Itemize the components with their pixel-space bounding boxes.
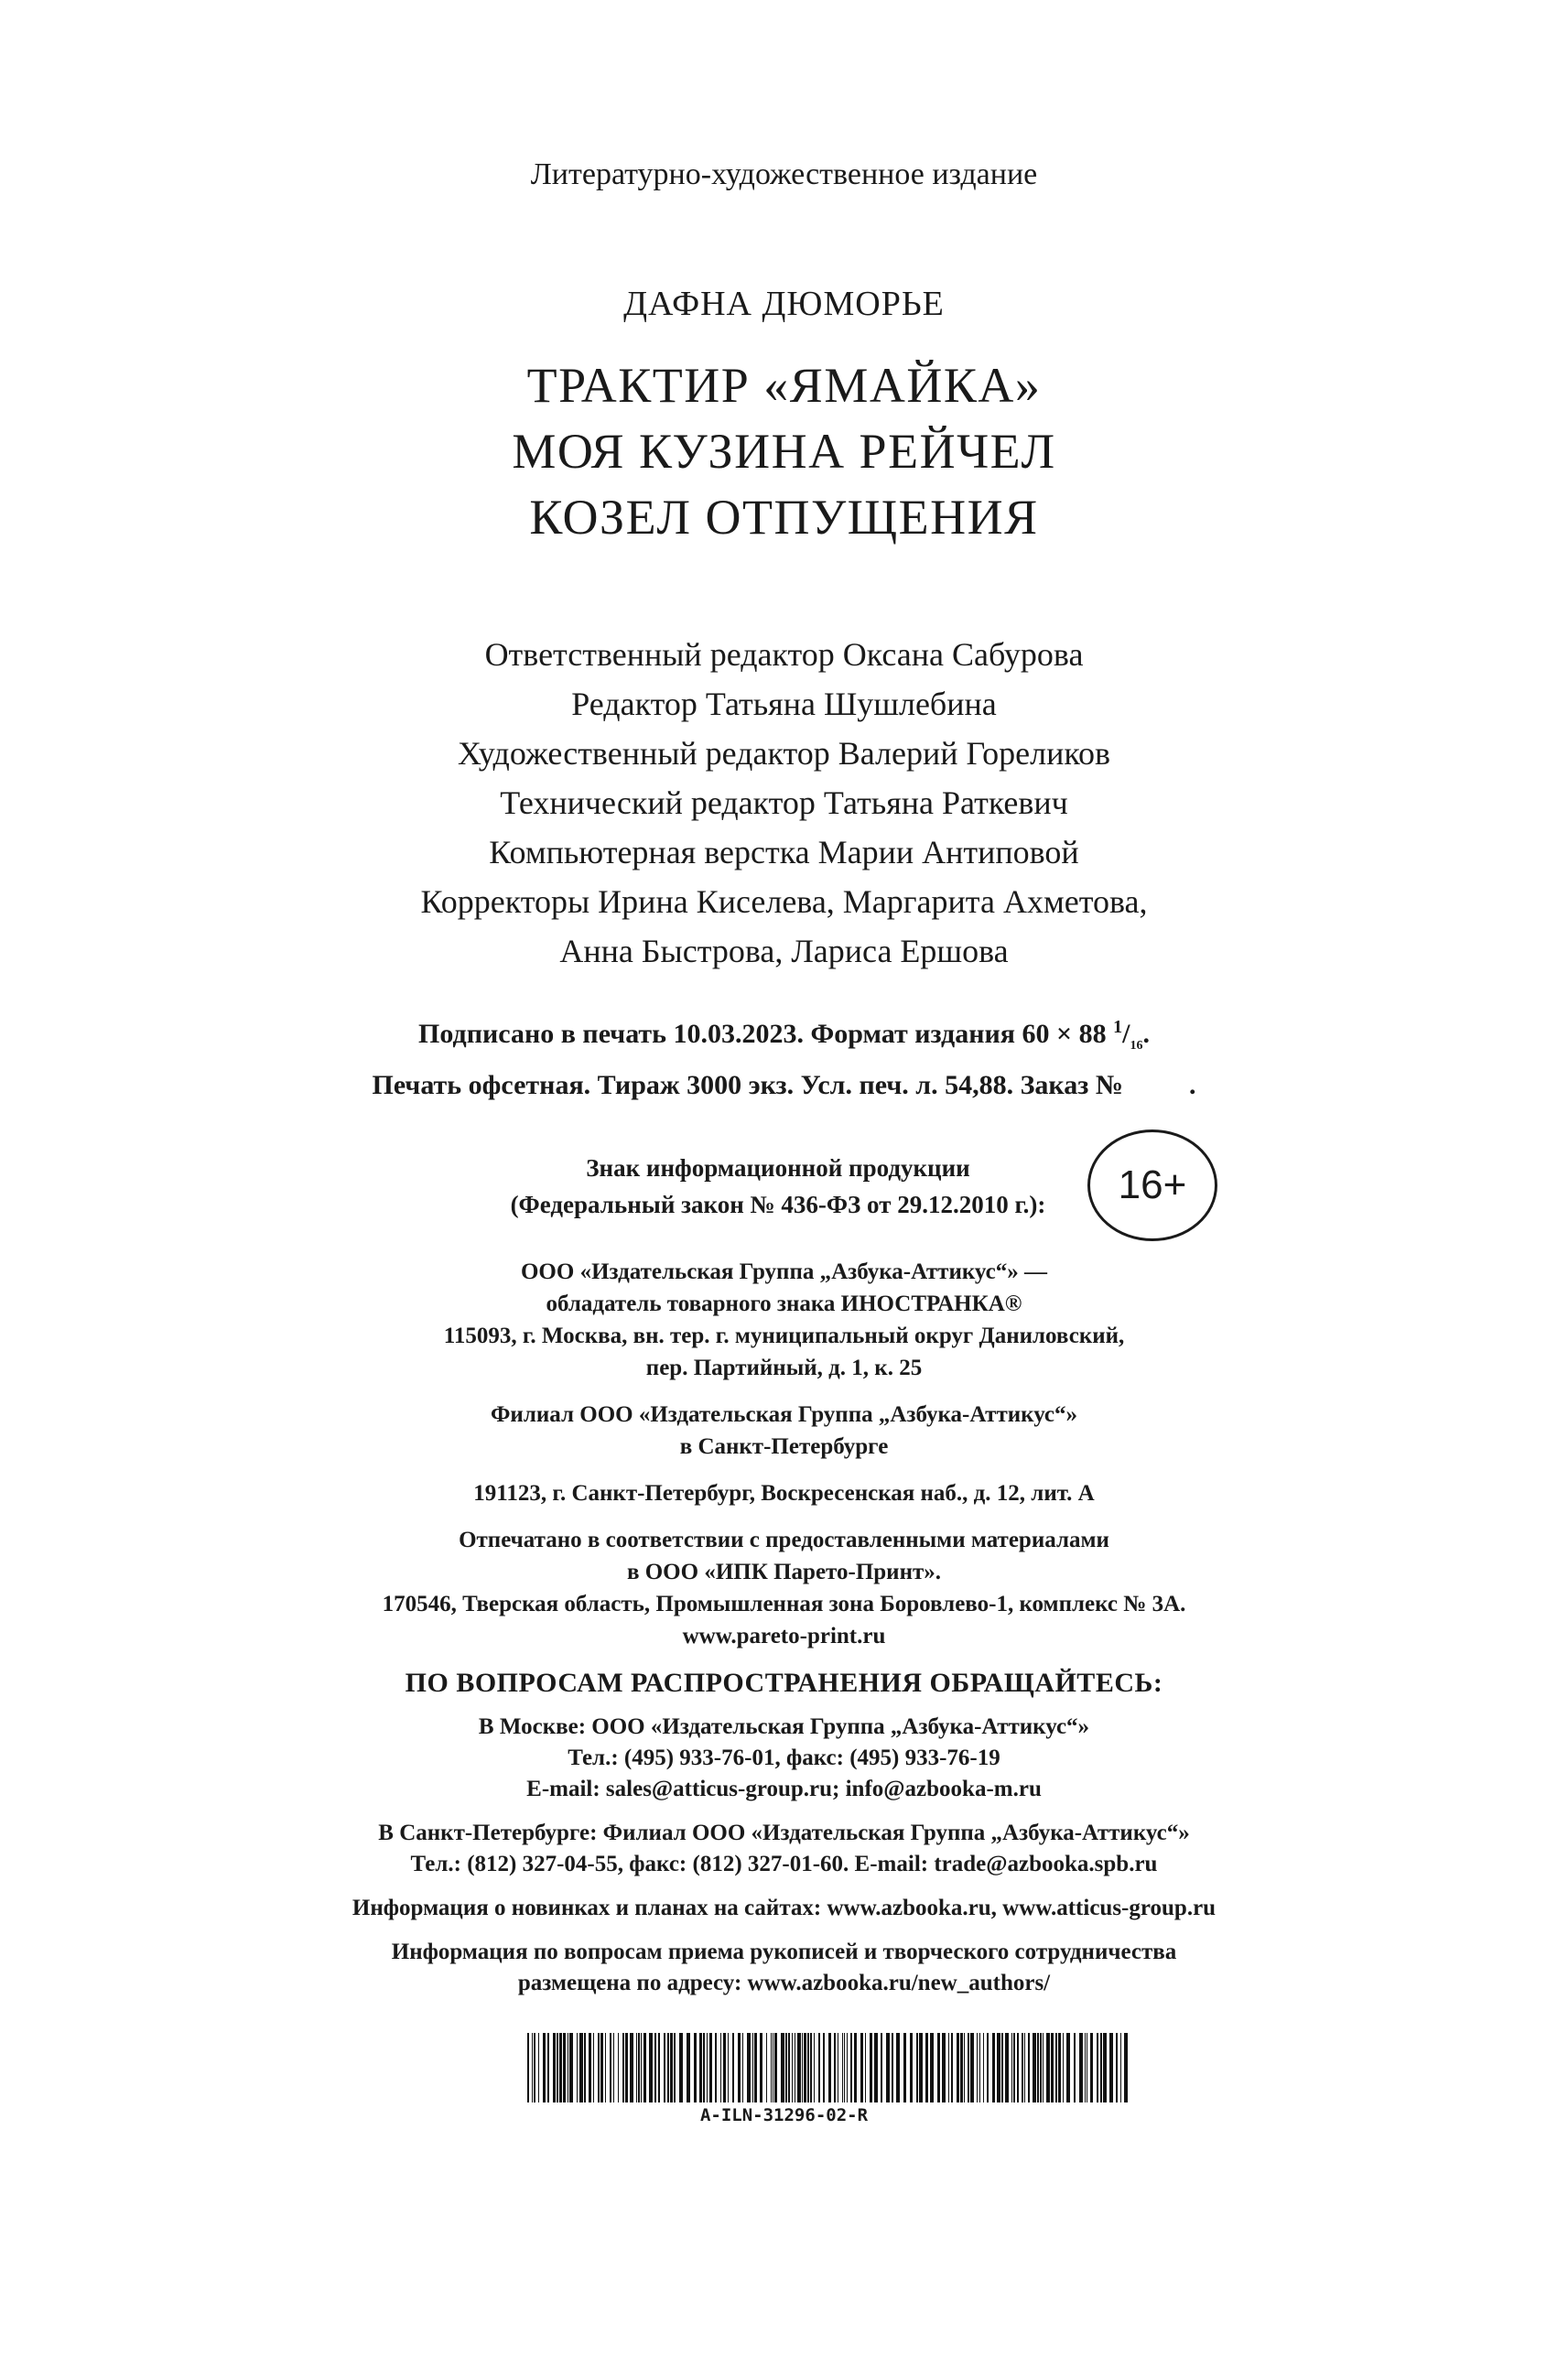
barcode-bar [618,2033,619,2102]
staff-line: Компьютерная верстка Марии Антиповой [489,834,1079,870]
barcode-bar [1085,2033,1086,2102]
barcode-bar [667,2033,669,2102]
imprint-line: пер. Партийный, д. 1, к. 25 [645,1356,923,1380]
barcode-bar [538,2033,539,2102]
barcode-bar [569,2033,573,2102]
book-title: КОЗЕЛ ОТПУЩЕНИЯ [529,490,1039,545]
barcode-bar [919,2033,923,2102]
barcode-bar [760,2033,762,2102]
barcode-bar [1051,2033,1054,2102]
barcode-bar [715,2033,717,2102]
print-run-period: . [1188,1070,1196,1100]
barcode-bar [997,2033,1000,2102]
barcode-bar [937,2033,940,2102]
barcode-bar [563,2033,566,2102]
barcode-bar [865,2033,866,2102]
barcode-bar [987,2033,989,2102]
age-rating-badge: 16+ [1087,1130,1217,1241]
barcode-bar [823,2033,825,2102]
barcode-bar [874,2033,878,2102]
barcode-bar [557,2033,558,2102]
barcode-label: A-ILN-31296-02-R [699,2105,869,2125]
barcode-bar [1013,2033,1015,2102]
barcode-bar [850,2033,852,2102]
barcode-bar [870,2033,872,2102]
spacer [0,1880,1568,1893]
barcode-bar [577,2033,578,2102]
publisher-imprint [0,1256,1568,1652]
barcode-bar [747,2033,751,2102]
barcode-bar [951,2033,953,2102]
info-product-label [458,1150,1098,1223]
barcode-bar [638,2033,640,2102]
barcode-bar [1037,2033,1039,2102]
barcode-bar [930,2033,934,2102]
barcode-bar [1103,2033,1107,2102]
barcode-bar [968,2033,969,2102]
staff-line: Корректоры Ирина Киселева, Маргарита Ахметова, [420,883,1148,920]
barcode-bar [584,2033,586,2102]
print-run-line [0,1065,1568,1105]
barcode-bar [559,2033,562,2102]
barcode-bar [625,2033,628,2102]
barcode-bar [589,2033,591,2102]
publication-details [0,1008,1568,1105]
barcode-bar [1090,2033,1093,2102]
barcode-bar [818,2033,820,2102]
distribution-heading: ПО ВОПРОСАМ РАСПРОСТРАНЕНИЯ ОБРАЩАЙТЕСЬ: [405,1668,1163,1698]
barcode-bar [527,2033,529,2102]
barcode-bar [992,2033,995,2102]
barcode-bar [1120,2033,1121,2102]
imprint-line: обладатель товарного знака ИНОСТРАНКА® [546,1292,1022,1316]
print-run-text: Печать офсетная. Тираж 3000 экз. Усл. печ. л. 54,88. Заказ № [372,1070,1123,1100]
barcode-bar [1074,2033,1076,2102]
barcode-bar [649,2033,653,2102]
barcode-bar [654,2033,656,2102]
barcode-bar [916,2033,918,2102]
barcode-bar [834,2033,836,2102]
barcode-bar [630,2033,633,2102]
print-date-format: Подписано в печать 10.03.2023. Формат издания 60 × 88 [418,1019,1114,1049]
barcode-bar [797,2033,801,2102]
barcode-bar [792,2033,793,2102]
barcode-bar [977,2033,978,2102]
distribution-line: E-mail: sales@atticus-group.ru; info@azbooka-m.ru [526,1777,1042,1801]
barcode-bar [957,2033,959,2102]
barcode-bar [1079,2033,1083,2102]
barcode-bar [828,2033,831,2102]
barcode-bar [699,2033,702,2102]
barcode-bar [532,2033,533,2102]
book-titles [0,352,1568,550]
barcode-bar [687,2033,690,2102]
barcode-bar [774,2033,777,2102]
barcode-bar [707,2033,708,2102]
barcode-bar [694,2033,697,2102]
barcode-bar [1097,2033,1098,2102]
barcode-bar [804,2033,806,2102]
barcode-bar [1028,2033,1030,2102]
staff-line: Технический редактор Татьяна Раткевич [500,784,1068,821]
barcode-bar [1001,2033,1003,2102]
barcode-bar [844,2033,845,2102]
barcode-bar [1063,2033,1064,2102]
imprint-line: Филиал ООО «Издательская Группа „Азбука-Аттикус“» [490,1402,1078,1427]
barcode-bar [781,2033,784,2102]
staff-line: Анна Быстрова, Лариса Ершова [559,933,1009,969]
distribution-line: В Санкт-Петербурге: Филиал ООО «Издательская Группа „Азбука-Аттикус“» [378,1821,1190,1845]
staff-line: Художественный редактор Валерий Гореликов [457,735,1111,772]
barcode-bar [664,2033,665,2102]
barcode-bar [807,2033,809,2102]
barcode-bar [983,2033,984,2102]
barcode-bar [679,2033,683,2102]
distribution-line: В Москве: ООО «Издательская Группа „Азбука-Аттикус“» [478,1714,1090,1739]
barcode-bar [1055,2033,1057,2102]
barcode-bar [960,2033,963,2102]
genre-line: Литературно-художественное издание [530,157,1038,191]
barcode-bar [896,2033,900,2102]
barcode-bar [842,2033,843,2102]
barcode-bar [854,2033,857,2102]
barcode-bar [641,2033,642,2102]
format-fraction-slash: / [1122,1019,1130,1049]
spacer [0,1463,1568,1477]
barcode-bar [1058,2033,1061,2102]
staff-line: Редактор Татьяна Шушлебина [571,686,997,722]
barcode-bar [1124,2033,1128,2102]
barcode-bar [1046,2033,1050,2102]
barcode-bar [553,2033,556,2102]
barcode-bar [925,2033,928,2102]
distribution-line: Тел.: (812) 327-04-55, факс: (812) 327-01-60. E-mail: trade@azbooka.spb.ru [410,1852,1158,1876]
barcode-bar [970,2033,974,2102]
spacer [0,1924,1568,1937]
barcode-bar [593,2033,594,2102]
federal-law-line: (Федеральный закон № 436-ФЗ от 29.12.2010 г.): [510,1191,1046,1218]
barcode-bar [785,2033,787,2102]
barcode-bar [1100,2033,1102,2102]
barcode-bar [598,2033,600,2102]
barcode-bar [732,2033,734,2102]
imprint-line: ООО «Издательская Группа „Азбука-Аттикус“» — [520,1259,1047,1284]
imprint-line: 191123, г. Санкт-Петербург, Воскресенская наб., д. 12, лит. А [473,1481,1095,1506]
barcode-bar [658,2033,660,2102]
barcode-bar [610,2033,611,2102]
spacer [0,1805,1568,1818]
barcode-bar [752,2033,753,2102]
barcode-bar [674,2033,676,2102]
barcode-bar [847,2033,848,2102]
barcode-bar [903,2033,906,2102]
barcode-bar [910,2033,913,2102]
imprint-line: в ООО «ИПК Парето-Принт». [626,1560,942,1584]
distribution-contacts [0,1712,1568,1999]
distribution-line: Информация по вопросам приема рукописей и творческого сотрудничества [391,1940,1177,1964]
imprint-line: 115093, г. Москва, вн. тер. г. муниципальный округ Даниловский, [443,1324,1125,1348]
distribution-line: Тел.: (495) 933-76-01, факс: (495) 933-76-19 [568,1746,1000,1770]
barcode-bar [810,2033,812,2102]
book-title: МОЯ КУЗИНА РЕЙЧЕЛ [512,424,1056,479]
barcode-bar [860,2033,863,2102]
book-title: ТРАКТИР «ЯМАЙКА» [526,358,1042,413]
imprint-line: www.pareto-print.ru [682,1624,886,1648]
barcode-bar [771,2033,772,2102]
barcode-bar [670,2033,673,2102]
barcode-bar [605,2033,606,2102]
info-product-line: Знак информационной продукции [586,1154,970,1182]
barcode-bar [948,2033,949,2102]
barcode-bar [754,2033,757,2102]
barcode-bar [942,2033,946,2102]
barcode-bar [742,2033,743,2102]
barcode-bar [979,2033,980,2102]
barcode-bar [814,2033,815,2102]
distribution-line: размещена по адресу: www.azbooka.ru/new_authors/ [517,1971,1051,1995]
format-fraction-denominator: 16 [1130,1039,1143,1053]
barcode-bar [1033,2033,1036,2102]
barcode-bar [892,2033,893,2102]
author-name: ДАФНА ДЮМОРЬЕ [623,285,945,323]
barcode-bar [720,2033,721,2102]
staff-line: Ответственный редактор Оксана Сабурова [484,636,1084,673]
barcode-bar [543,2033,546,2102]
barcode-bar [534,2033,535,2102]
barcode-bar [703,2033,705,2102]
barcode-image [527,2033,1131,2102]
barcode-bar [738,2033,741,2102]
spacer [0,1509,1568,1524]
barcode-bar [1017,2033,1019,2102]
barcode-bar [600,2033,603,2102]
barcode-bar [547,2033,549,2102]
barcode-bar [622,2033,624,2102]
barcode-bar [788,2033,790,2102]
barcode-bar [1024,2033,1025,2102]
barcode-bar [1040,2033,1042,2102]
barcode-bar [728,2033,729,2102]
imprint-line: 170546, Тверская область, Промышленная зона Боровлево-1, комплекс № 3А. [382,1592,1186,1616]
imprint-line: в Санкт-Петербурге [679,1434,889,1459]
barcode-bar [723,2033,726,2102]
barcode-bar [613,2033,614,2102]
barcode-bar [1066,2033,1070,2102]
barcode-bar [1022,2033,1023,2102]
barcode-bar [1005,2033,1009,2102]
barcode-bar [579,2033,583,2102]
barcode-bar [1043,2033,1044,2102]
barcode-bar [1116,2033,1118,2102]
barcode-bar [709,2033,712,2102]
barcode-bar [881,2033,882,2102]
format-fraction-numerator: 1 [1113,1017,1123,1037]
barcode-bar [766,2033,767,2102]
barcode-bar [1011,2033,1012,2102]
barcode-bar [1109,2033,1113,2102]
spacer [0,1384,1568,1399]
format-line-period: . [1142,1019,1150,1049]
imprint-line: Отпечатано в соответствии с предоставленными материалами [459,1528,1109,1552]
distribution-line: Информация о новинках и планах на сайтах: www.azbooka.ru, www.atticus-group.ru [351,1896,1217,1920]
editorial-staff [0,630,1568,976]
print-format-line [0,1008,1568,1065]
barcode-bar [886,2033,890,2102]
barcode-bar [643,2033,646,2102]
barcode-bar [964,2033,965,2102]
barcode-bar [802,2033,803,2102]
barcode-bar [636,2033,637,2102]
